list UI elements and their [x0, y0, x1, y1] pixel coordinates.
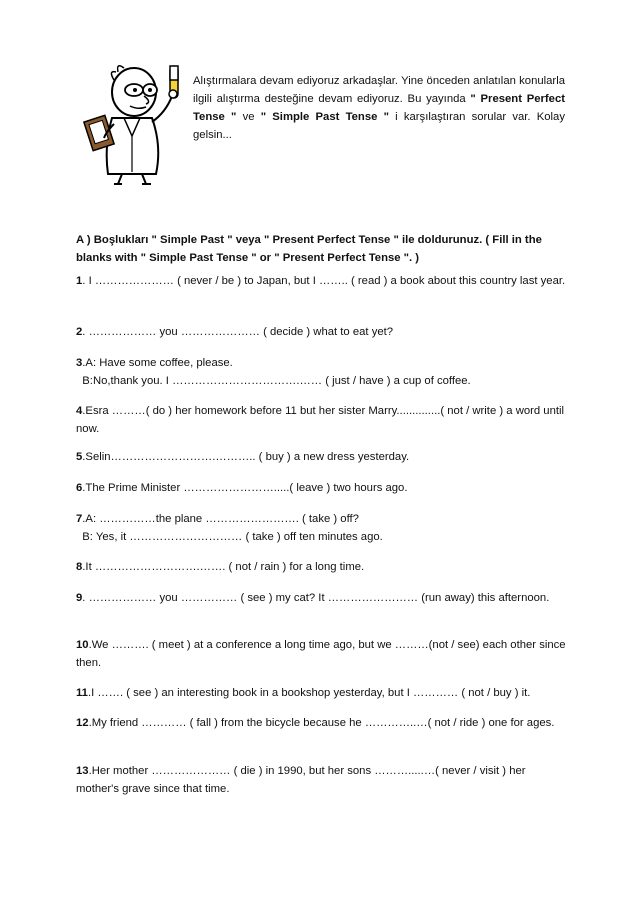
question-item [76, 762, 566, 798]
question-text: 12.My friend ………… ( fall ) from the bicycle because he …………..…( not / ride ) one for ages. [76, 717, 555, 729]
question-item [76, 636, 566, 672]
question-number: 8 [76, 561, 83, 573]
question-item [76, 402, 566, 438]
question-text: 2. ……………… you ………………… ( decide ) what to eat yet? [76, 326, 394, 338]
question-number: 13 [76, 765, 89, 777]
intro-tense-present-perfect: " Present Perfect Tense " [193, 93, 565, 123]
question-number: 7 [76, 513, 83, 525]
question-text: 5.Selin……………………….……….. ( buy ) a new dress yesterday. [76, 451, 410, 463]
question-text: 1. I ………………… ( never / be ) to Japan, but I …….. ( read ) a book about this country last year. [76, 275, 566, 287]
question-text: B: Yes, it ………………………… ( take ) off ten minutes ago. [76, 531, 383, 543]
question-item [76, 448, 566, 466]
question-number: 2 [76, 326, 83, 338]
question-number: 10 [76, 639, 89, 651]
question-text: 4.Esra ………( do ) her homework before 11 but her sister Marry..............( not / write ) a word until now. [76, 405, 565, 435]
question-text: B:No,thank you. I …………………………….…… ( just / have ) a cup of coffee. [76, 375, 471, 387]
question-text: 10.We ………. ( meet ) at a conference a long time ago, but we ………(not / see) each other since then. [76, 639, 566, 669]
question-item [76, 684, 566, 702]
intro-paragraph [193, 72, 565, 144]
question-item [76, 479, 566, 497]
question-number: 5 [76, 451, 83, 463]
question-text: 9. ……………… you …………… ( see ) my cat? It …………………… (run away) this afternoon. [76, 592, 550, 604]
question-number: 12 [76, 717, 89, 729]
question-text: 6.The Prime Minister …………………….....( leave ) two hours ago. [76, 482, 408, 494]
question-item [76, 354, 566, 390]
question-number: 3 [76, 357, 83, 369]
question-number: 6 [76, 482, 83, 494]
question-number: 1 [76, 275, 83, 287]
question-item [76, 714, 566, 732]
question-text: 8.It ……………………….……. ( not / rain ) for a long time. [76, 561, 365, 573]
intro-text-before: Alıştırmalara devam ediyoruz arkadaşlar. Yine önceden anlatılan konularla ilgili alıştırma desteğine devam ediyoruz. Bu yayında [193, 75, 565, 105]
question-item [76, 272, 566, 290]
question-item [76, 323, 566, 341]
question-number: 4 [76, 405, 83, 417]
question-number: 9 [76, 592, 83, 604]
question-number: 11 [76, 687, 88, 699]
question-text: 13.Her mother ………………… ( die ) in 1990, but her sons ……….....…( never / visit ) her mother's grave since that time. [76, 765, 526, 795]
question-text: 7.A: ……………the plane ……………………. ( take ) off? [76, 513, 359, 525]
intro-tense-simple-past: " Simple Past Tense " [260, 111, 389, 123]
question-item [76, 510, 566, 546]
question-item [76, 558, 566, 576]
question-item [76, 589, 566, 607]
intro-connector: ve [236, 111, 261, 123]
question-text: 11.I ……. ( see ) an interesting book in a bookshop yesterday, but I ………… ( not / buy ) it. [76, 687, 531, 699]
exercise-instruction: A ) Boşlukları " Simple Past " veya " Present Perfect Tense " ile doldurunuz. ( Fill in the blanks with " Simple Past Tense " or " Present Perfect Tense ". ) [76, 234, 542, 264]
scientist-illustration [74, 56, 194, 186]
intro-text-after: i karşılaştıran sorular var. Kolay gelsin... [193, 111, 565, 141]
question-text: 3.A: Have some coffee, please. [76, 357, 233, 369]
